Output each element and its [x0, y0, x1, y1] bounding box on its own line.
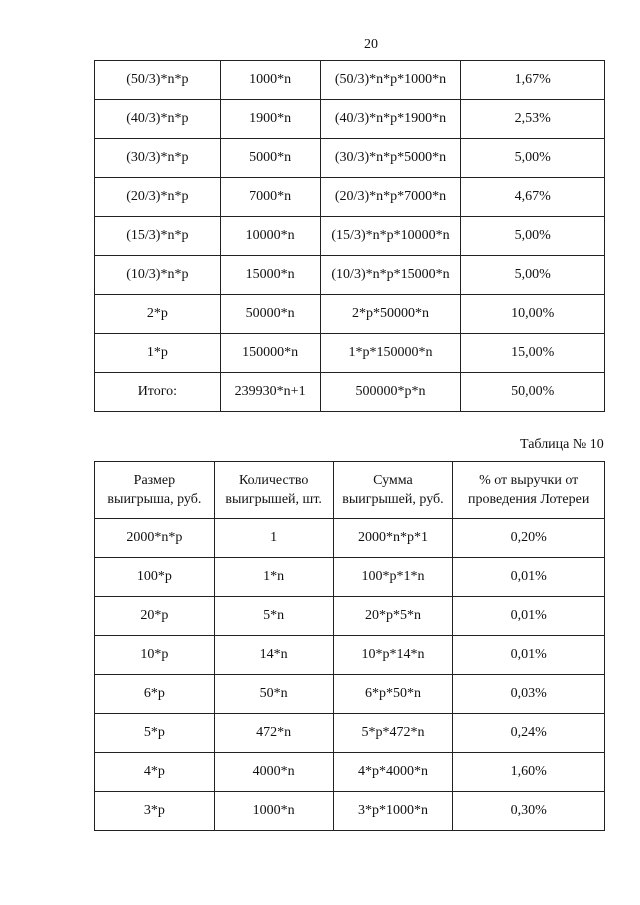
revenue-percent-cell: 0,01% [453, 558, 605, 597]
prize-amount-cell: Итого: [95, 373, 221, 412]
prize-amount-cell: 3*p [95, 792, 215, 831]
prize-amount-cell: 6*p [95, 675, 215, 714]
table-row [95, 753, 605, 792]
header-line: Сумма [373, 473, 413, 488]
revenue-percent-cell: 50,00% [461, 373, 605, 412]
table-row [95, 217, 605, 256]
prize-sum-cell: 6*p*50*n [333, 675, 453, 714]
prize-amount-cell: 10*p [95, 636, 215, 675]
table-row [95, 558, 605, 597]
prize-sum-cell: 5*p*472*n [333, 714, 453, 753]
table-row [95, 636, 605, 675]
prize-count-cell: 50*n [214, 675, 333, 714]
revenue-percent-cell: 0,20% [453, 519, 605, 558]
table-row [95, 714, 605, 753]
prize-count-cell: 4000*n [214, 753, 333, 792]
prize-count-cell: 1000*n [220, 61, 320, 100]
revenue-percent-cell: 1,67% [461, 61, 605, 100]
prize-count-cell: 5*n [214, 597, 333, 636]
table-row [95, 178, 605, 217]
prize-table-10-body [95, 519, 605, 831]
prize-sum-cell: 2*p*50000*n [320, 295, 461, 334]
header-line: Размер [133, 473, 176, 488]
prize-sum-cell: 1*p*150000*n [320, 334, 461, 373]
revenue-percent-cell: 5,00% [461, 217, 605, 256]
prize-count-cell: 472*n [214, 714, 333, 753]
prize-amount-cell: (50/3)*n*p [95, 61, 221, 100]
prize-amount-cell: (10/3)*n*p [95, 256, 221, 295]
revenue-percent-cell: 4,67% [461, 178, 605, 217]
header-line: Количество [238, 473, 309, 488]
prize-count-cell: 10000*n [220, 217, 320, 256]
revenue-percent-cell: 2,53% [461, 100, 605, 139]
table-row [95, 334, 605, 373]
revenue-percent-cell: 1,60% [453, 753, 605, 792]
prize-amount-cell: (20/3)*n*p [95, 178, 221, 217]
prize-sum-cell: 20*p*5*n [333, 597, 453, 636]
prize-count-cell: 7000*n [220, 178, 320, 217]
header-revenue-percent [453, 462, 605, 519]
table-row [95, 295, 605, 334]
header-prize-sum [333, 462, 453, 519]
prize-count-cell: 14*n [214, 636, 333, 675]
prize-table-10 [94, 461, 605, 831]
prize-sum-cell: 2000*n*p*1 [333, 519, 453, 558]
header-line: выигрыша, руб. [107, 492, 202, 507]
prize-count-cell: 15000*n [220, 256, 320, 295]
prize-sum-cell: (20/3)*n*p*7000*n [320, 178, 461, 217]
prize-count-cell: 150000*n [220, 334, 320, 373]
prize-count-cell: 5000*n [220, 139, 320, 178]
prize-count-cell: 1000*n [214, 792, 333, 831]
prize-amount-cell: 1*p [95, 334, 221, 373]
revenue-percent-cell: 0,24% [453, 714, 605, 753]
prize-sum-cell: 500000*p*n [320, 373, 461, 412]
prize-amount-cell: 5*p [95, 714, 215, 753]
prize-sum-cell: (40/3)*n*p*1900*n [320, 100, 461, 139]
page-number-text: 20 [364, 37, 378, 52]
prize-table-continued-body [95, 61, 605, 412]
prize-amount-cell: 20*p [95, 597, 215, 636]
prize-sum-cell: (50/3)*n*p*1000*n [320, 61, 461, 100]
prize-count-cell: 1 [214, 519, 333, 558]
prize-count-cell: 239930*n+1 [220, 373, 320, 412]
table-row [95, 792, 605, 831]
prize-amount-cell: 2*p [95, 295, 221, 334]
table-row [95, 519, 605, 558]
revenue-percent-cell: 0,03% [453, 675, 605, 714]
revenue-percent-cell: 10,00% [461, 295, 605, 334]
revenue-percent-cell: 5,00% [461, 139, 605, 178]
prize-sum-cell: (10/3)*n*p*15000*n [320, 256, 461, 295]
table-row [95, 256, 605, 295]
prize-sum-cell: 4*p*4000*n [333, 753, 453, 792]
table-row [95, 139, 605, 178]
table-header-row [95, 462, 605, 519]
revenue-percent-cell: 0,01% [453, 636, 605, 675]
prize-amount-cell: (15/3)*n*p [95, 217, 221, 256]
table-row [95, 61, 605, 100]
prize-amount-cell: (30/3)*n*p [95, 139, 221, 178]
table-row [95, 373, 605, 412]
prize-sum-cell: 100*p*1*n [333, 558, 453, 597]
table-caption: Таблица № 10 [520, 437, 604, 452]
header-line: проведения Лотереи [468, 492, 590, 507]
header-line: выигрышей, шт. [225, 492, 322, 507]
table-row [95, 100, 605, 139]
revenue-percent-cell: 0,30% [453, 792, 605, 831]
header-prize-count [214, 462, 333, 519]
prize-sum-cell: (30/3)*n*p*5000*n [320, 139, 461, 178]
revenue-percent-cell: 0,01% [453, 597, 605, 636]
prize-sum-cell: 10*p*14*n [333, 636, 453, 675]
prize-count-cell: 50000*n [220, 295, 320, 334]
header-line: выигрышей, руб. [342, 492, 444, 507]
revenue-percent-cell: 15,00% [461, 334, 605, 373]
prize-amount-cell: 2000*n*p [95, 519, 215, 558]
prize-amount-cell: 4*p [95, 753, 215, 792]
table-row [95, 597, 605, 636]
prize-count-cell: 1900*n [220, 100, 320, 139]
header-prize-amount [95, 462, 215, 519]
prize-sum-cell: 3*p*1000*n [333, 792, 453, 831]
prize-sum-cell: (15/3)*n*p*10000*n [320, 217, 461, 256]
prize-amount-cell: 100*p [95, 558, 215, 597]
prize-count-cell: 1*n [214, 558, 333, 597]
revenue-percent-cell: 5,00% [461, 256, 605, 295]
prize-amount-cell: (40/3)*n*p [95, 100, 221, 139]
header-line: % от выручки от [479, 473, 579, 488]
prize-table-continued [94, 60, 605, 412]
table-row [95, 675, 605, 714]
